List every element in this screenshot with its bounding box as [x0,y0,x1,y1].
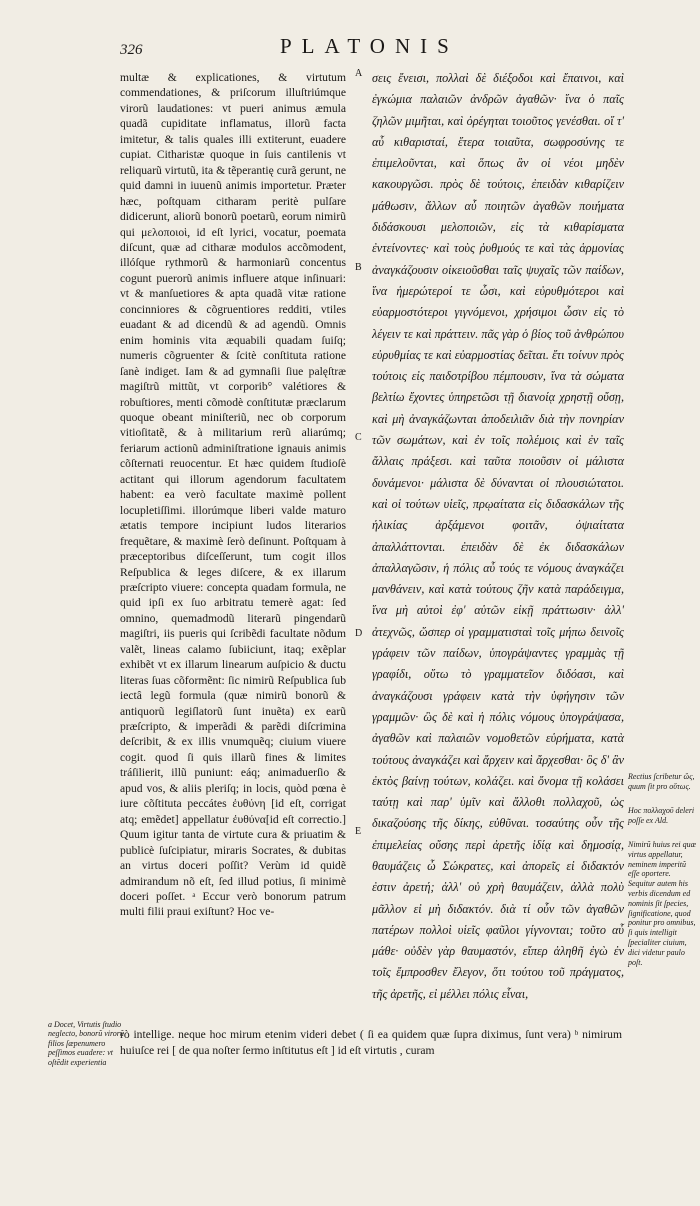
greek-column [372,68,624,1005]
right-margin-note-1-text: Rectius ſcribetur ὥς, quum ſit pro οὕτως. [628,772,695,791]
right-margin-note-3 [628,840,696,967]
section-letter-b: B [355,262,362,273]
latin-paragraph: multæ & explicationes, & virtutum commendationes, & priſcorum illuſtriúmque virorũ laudationes: vt pueri animus æmula quadã cupiditate inflamatus, illorũ facta imitetur, & talis quales illi extiterunt, euadere cupiat. Citharistæ quoque in ſuis cantilenis vt reliquarũ virtutũ, ita & tẽperantię curã gerunt, ne quid damni in iuuenũ animis importetur. Præter hæc, poſtquam citharam peritè pulſare didicerunt, aliorũ bonorũ poetarũ, eorum nimirũ qui μελοποιοὶ, id eſt lyrici, vocatur, poemata diſcunt, quæ ad citharæ modulos accõmodent, illóſque rythmorũ & harmoniarũ concentus cogunt puerorũ animis influere atque inſinuari: vt & manſuetiores & apta quadã vitæ ratione concinniores & cõgruentiores redditi, vtiles euadant & ad dicendũ & ad agendũ. Omnis enim hominis vita æquabili quadam ſuiſq; numeris cõgruenter & ſcitè conſtituta ratione ſanè indiget. Iam & ad gymnaſii ſiue palęſtræ magiſtrũ mittũt, vt corporib° valétiores & robuſtiores, menti cõmodè conſtitutæ præclarum quoque obeant miniſteriũ, nec ob corporum vitioſitatẽ, & à militarium rerũ aliarúmq; feriarum actionũ adminiſtratione ignauis animis cõſternati reuocentur. Et hæc quidem ſtudioſè actitant qui illorum agendorum facultatem habent: ea verò facultate maximè pollent locupletiſſimi. illorúmque liberi valde maturo ætatis tempore incipiunt ludos literarios frequẽtare, & maximè ſerò deſinunt. Poſtquam à præceptoribus diſceſſerunt, tum cogit illos Reſpublica & leges diſcere, & ex illarum præſcripto viuere: concepta quadam formula, ne quid ipſi ex ſuo arbitratu temerè agat: ſed omnino, quemadmodũ literarũ pingendarũ magiſtri, iis pueris qui ſcribẽdi facultate nõdum valẽt, lineas calamo ſubiiciunt, itaq; exẽplar exhibẽt vt ex illarum linearum auſpicio & ductu literas ſuas cõformẽnt: ſic nimirũ Reſpublica ſub iectâ legũ formula (quæ nimirũ bonorũ & antiquorũ legiſlatorũ ſunt inuẽta) ex earũ præſcripto, & imperãdi & parẽdi diſcrimina deſcribit, & ex illis vnumquẽq; ciuium viuere cogit. quod ſi quis illarũ fines & limites tráſilierit, illũ puniunt: eáq; animaduerſio & apud vos, & aliis pleriſq; in locis, quòd pœna è iure cõſtituta peccátes ἐυθύνη [id eſt, corrigat atq; emẽdet] appellatur ἐυθύνα[id eſt correctio.] Quum igitur tanta de virtute cura & priuatim & publicè ſuſcipiatur, miraris Socrates, & dubitas an virtus doceri poſſit? Verùm id quidẽ admirandum nõ eſt, ſed illud potius, ſi minimè doceri poſſet. ᵃ Eccur verò bonorum patrum multi filii praui exiſtunt? Hoc ve- [120,71,346,919]
section-letter-a: A [355,68,363,79]
section-letter-e: E [355,826,362,837]
section-letter-c: C [355,432,362,443]
right-margin-note-2 [628,806,696,826]
right-margin-note-3-text: Nimirũ huius rei quæ virtus appellatur, neminem imperitũ eſſe oportere. Sequitur autem his verbis dicendum ed nominis ſit ſpecies, ſignificatione, quod ponitur pro omnibus, ſi quis intelligit ſpecialiter ciuium, dici videtur paulo poſt. [628,840,696,967]
left-margin-note-text: a Docet, Virtutis ſtudio neglecto, bonorũ virorũ filios ſæpenumero peſſimos euadere: vt oſtẽdit experientia [48,1020,124,1067]
right-margin-note-1 [628,772,696,792]
left-margin-note [48,1020,132,1067]
section-letter-d: D [355,628,363,639]
latin-bottom-paragraph: rò intellige. neque hoc mirum etenim videri debet ( ſi ea quidem quæ ſupra diximus, ſunt vera) ᵇ nimirum huiuſce rei [ de qua noſter ſermo inſtitutus eſt ] id eſt virtutis , curam [120,1028,622,1057]
right-margin-note-2-text: Hoc πολλαχοῦ deleri poſſe ex Ald. [628,806,695,825]
page-number: 326 [120,42,143,58]
greek-paragraph: σεις ἔνεισι, πολλαὶ δὲ διέξοδοι καὶ ἔπαινοι, καὶ ἐγκώμια παλαιῶν ἀνδρῶν ἀγαθῶν· ἵνα ὁ παῖς ζηλῶν μιμῆται, καὶ ὀρέγηται τοιοῦτος γενέσθαι. οἵ τ' αὖ κιθαρισταί, ἕτερα τοιαῦτα, σωφροσύνης τε ἐπιμελοῦνται, καὶ ὅπως ἂν οἱ νέοι μηδὲν κακουργῶσι. πρὸς δὲ τούτοις, ἐπειδὰν κιθαρίζειν μάθωσιν, ἄλλων αὖ ποιητῶν ἀγαθῶν ποιήματα διδάσκουσι μελοποιῶν, εἰς τὰ κιθαρίσματα ἐντείνοντες· καὶ τοὺς ῥυθμούς τε καὶ τὰς ἁρμονίας ἀναγκάζουσιν οἰκειοῦσθαι ταῖς ψυχαῖς τῶν παίδων, ἵνα ἡμερώτεροί τε ὦσι, καὶ εὐρυθμότεροι καὶ εὐαρμοστότεροι γιγνόμενοι, χρήσιμοι ὦσιν εἰς τὸ λέγειν τε καὶ πράττειν. πᾶς γὰρ ὁ βίος τοῦ ἀνθρώπου εὐρυθμίας τε καὶ εὐαρμοστίας δεῖται. ἔτι τοίνυν πρὸς τούτοις εἰς παιδοτρίβου πέμπουσιν, ἵνα τὰ σώματα βελτίω ἔχοντες ὑπηρετῶσι τῇ διανοίᾳ χρηστῇ οὔσῃ, καὶ μὴ ἀναγκάζωνται ἀποδειλιᾶν διὰ τὴν πονηρίαν τῶν σωμάτων, καὶ ἐν τοῖς πολέμοις καὶ ἐν ταῖς ἄλλαις πράξεσι. καὶ ταῦτα ποιοῦσιν οἱ μάλιστα δυνάμενοι· μάλιστα δὲ δύνανται οἱ πλουσιώτατοι. καὶ οἱ τούτων υἱεῖς, πρῳαίτατα εἰς διδασκάλων τῆς ἡλικίας ἀρξάμενοι φοιτᾶν, ὀψιαίτατα ἀπαλλάττονται. ἐπειδὰν δὲ ἐκ διδασκάλων ἀπαλλαγῶσιν, ἡ πόλις αὖ τούς τε νόμους ἀναγκάζει μανθάνειν, καὶ κατὰ τούτους ζῆν κατὰ παράδειγμα, ἵνα μὴ αὐτοὶ ἐφ' αὑτῶν εἰκῇ πράττωσιν· ἀλλ' ἀτεχνῶς, ὥσπερ οἱ γραμματισταὶ τοῖς μήπω δεινοῖς γράφειν τῶν παίδων, ὑπογράψαντες γραμμὰς τῇ γραφίδι, οὕτω τὸ γραμματεῖον διδόασι, καὶ ἀναγκάζουσι γράφειν κατὰ τὴν ὑφήγησιν τῶν γραμμῶν· ὣς δὲ καὶ ἡ πόλις νόμους ὑπογράψασα, ἀγαθῶν καὶ παλαιῶν νομοθετῶν εὑρήματα, κατὰ τούτους ἀναγκάζει καὶ ἄρχειν καὶ ἄρχεσθαι· ὃς δ' ἂν ἐκτὸς βαίνῃ τούτων, κολάζει. καὶ ὄνομα τῇ κολάσει ταύτῃ καὶ παρ' ὑμῖν καὶ ἄλλοθι πολλαχοῦ, ὡς δικαζούσης τῆς δίκης, εὐθῦναι. τοσαύτης οὖν τῆς ἐπιμελείας οὔσης περὶ ἀρετῆς ἰδίᾳ καὶ δημοσίᾳ, θαυμάζεις ὦ Σώκρατες, καὶ ἀπορεῖς εἰ διδακτόν ἐστιν ἀρετή; ἀλλ' οὐ χρὴ θαυμάζειν, ἀλλὰ πολὺ μᾶλλον εἰ μὴ διδακτόν. διὰ τί οὖν τῶν ἀγαθῶν πατέρων πολλοὶ υἱεῖς φαῦλοι γίγνονται; τοῦτο αὖ μάθε· οὐδὲν γὰρ θαυμαστόν, εἴπερ ἀληθῆ ἐγὼ ἐν τοῖς ἔμπροσθεν ἔλεγον, ὅτι τούτου τοῦ πράγματος, τῆς ἀρετῆς, εἰ μέλλει πόλις εἶναι, [372,71,624,1001]
running-head: PLATONIS [280,34,459,58]
latin-continuation [120,1027,622,1058]
latin-column [120,70,346,920]
